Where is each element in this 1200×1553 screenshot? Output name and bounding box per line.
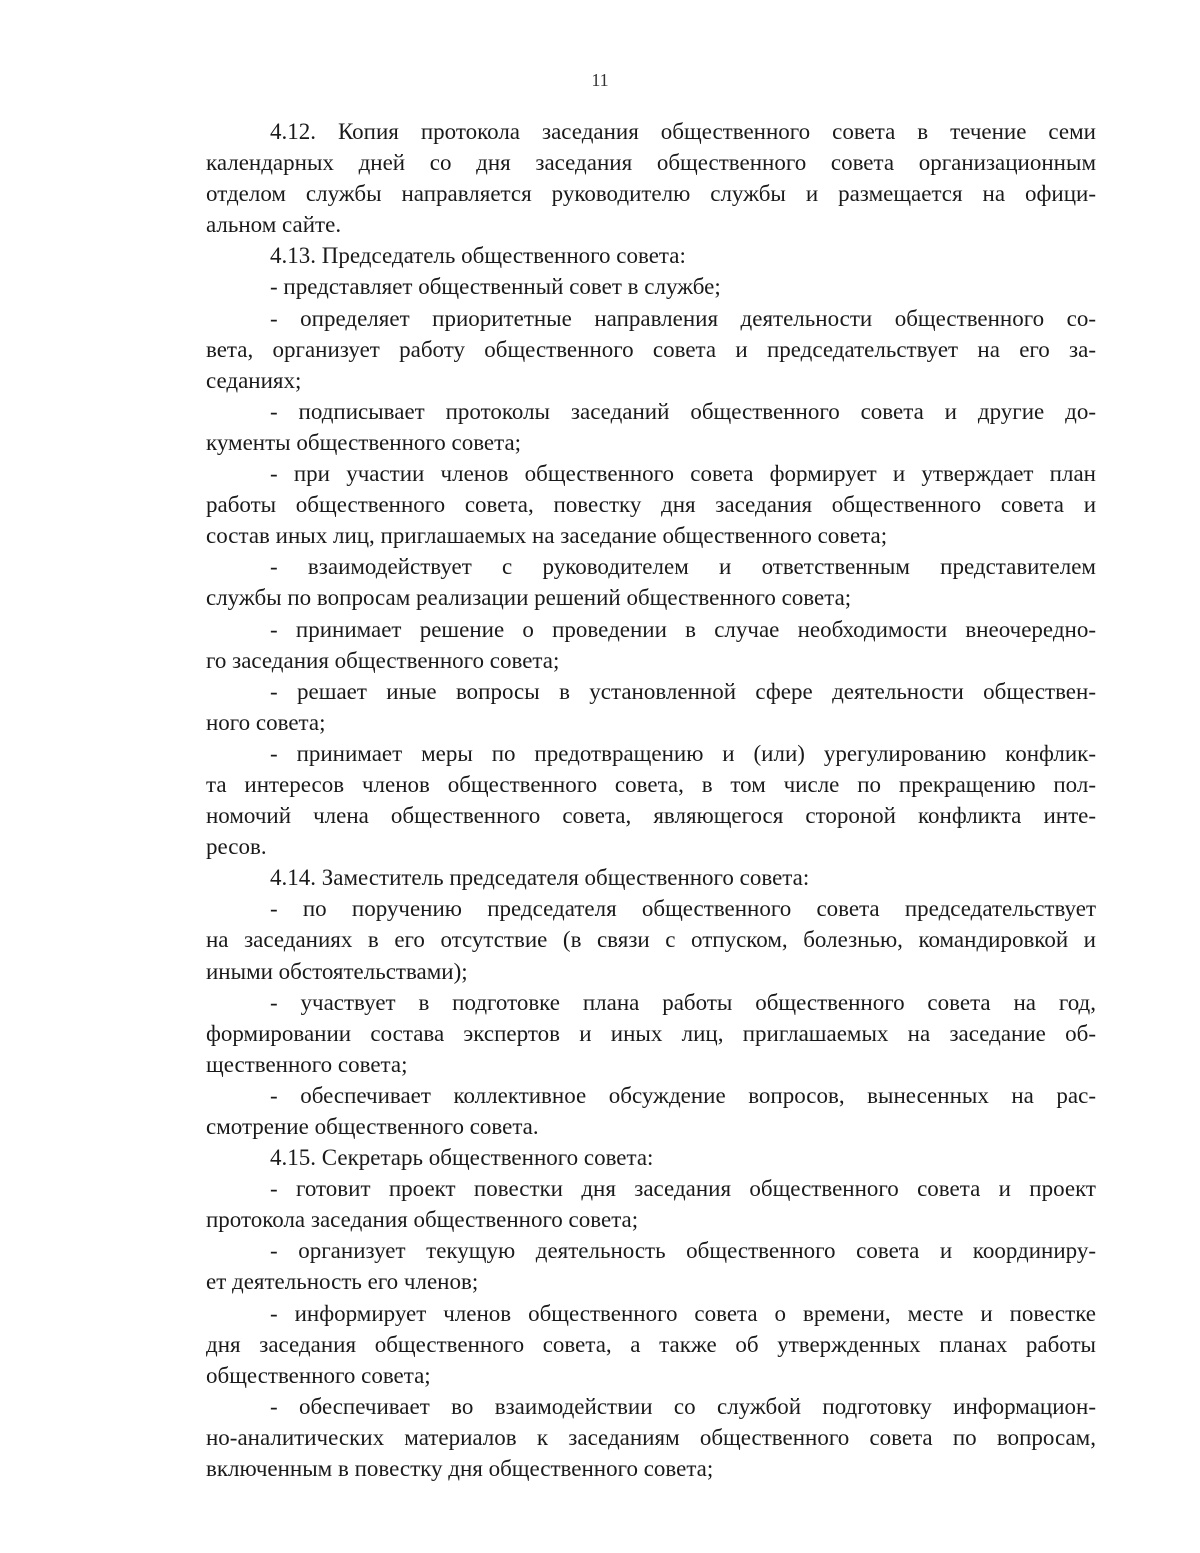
text-line: ресов. [206, 834, 267, 860]
text-line: иными обстоятельствами); [206, 958, 468, 984]
text-line: та интересов членов общественного совета, в том числе по прекращению пол- [206, 771, 1096, 797]
text-line: седаниях; [206, 367, 302, 393]
text-line: - представляет общественный совет в службе; [270, 274, 721, 300]
text-line: альном сайте. [206, 212, 342, 238]
text-line: го заседания общественного совета; [206, 647, 560, 673]
text-line: ет деятельность его членов; [206, 1269, 479, 1295]
text-line: - принимает меры по предотвращению и (или) урегулированию конфлик- [270, 740, 1096, 766]
text-line: номочий члена общественного совета, являющегося стороной конфликта инте- [206, 803, 1096, 829]
text-line: - решает иные вопросы в установленной сфере деятельности обществен- [270, 678, 1096, 704]
text-line: работы общественного совета, повестку дня заседания общественного совета и [206, 492, 1096, 518]
text-line: службы по вопросам реализации решений общественного совета; [206, 585, 852, 611]
paragraph [206, 303, 1096, 396]
text-line: - обеспечивает коллективное обсуждение вопросов, вынесенных на рас- [270, 1082, 1096, 1108]
paragraph [206, 1173, 1096, 1235]
text-line: 4.15. Секретарь общественного совета: [270, 1145, 654, 1171]
text-line: но-аналитических материалов к заседаниям общественного совета по вопросам, [206, 1424, 1096, 1450]
paragraph [206, 1235, 1096, 1297]
text-line: - при участии членов общественного совета формирует и утверждает план [270, 461, 1096, 487]
text-line: 4.12. Копия протокола заседания общественного совета в течение семи [270, 119, 1096, 144]
paragraph [206, 614, 1096, 676]
paragraph [206, 116, 1096, 240]
text-line: - взаимодействует с руководителем и ответственным представителем [270, 554, 1096, 580]
text-line: - обеспечивает во взаимодействии со службой подготовку информацион- [270, 1393, 1096, 1419]
text-line: - участвует в подготовке плана работы общественного совета на год, [270, 989, 1096, 1015]
text-line: отделом службы направляется руководителю службы и размещается на офици- [206, 181, 1096, 207]
text-line: 4.13. Председатель общественного совета: [270, 243, 686, 269]
paragraph [206, 396, 1096, 458]
text-line: - по поручению председателя общественного совета председательствует [270, 896, 1096, 922]
text-line: состав иных лиц, приглашаемых на заседание общественного совета; [206, 523, 888, 549]
text-line: включенным в повестку дня общественного совета; [206, 1456, 714, 1482]
text-line: - принимает решение о проведении в случае необходимости внеочередно- [270, 616, 1096, 642]
text-line: - подписывает протоколы заседаний общественного совета и другие до- [270, 398, 1096, 424]
text-line: - готовит проект повестки дня заседания общественного совета и проект [270, 1176, 1096, 1202]
paragraph [206, 1080, 1096, 1142]
page-number: 11 [591, 70, 609, 90]
paragraph [206, 676, 1096, 738]
paragraph [206, 458, 1096, 551]
paragraph [206, 862, 1096, 893]
text-line: - организует текущую деятельность общественного совета и координиру- [270, 1238, 1096, 1264]
text-line: формировании состава экспертов и иных лиц, приглашаемых на заседание об- [206, 1020, 1096, 1046]
paragraph [206, 240, 1096, 271]
paragraph [206, 893, 1096, 986]
paragraph [206, 1391, 1096, 1484]
text-line: протокола заседания общественного совета; [206, 1207, 639, 1233]
text-line: щественного совета; [206, 1051, 408, 1077]
text-line: общественного совета; [206, 1362, 431, 1388]
text-line: кументы общественного совета; [206, 429, 522, 455]
text-line: ного совета; [206, 709, 326, 735]
text-line: 4.14. Заместитель председателя общественного совета: [270, 865, 810, 891]
paragraph [206, 987, 1096, 1080]
document-body [206, 116, 1096, 1484]
paragraph [206, 551, 1096, 613]
paragraph [206, 1298, 1096, 1391]
text-line: на заседаниях в его отсутствие (в связи с отпуском, болезнью, командировкой и [206, 927, 1096, 953]
text-line: смотрение общественного совета. [206, 1114, 539, 1139]
paragraph [206, 1142, 1096, 1173]
text-line: - определяет приоритетные направления деятельности общественного со- [270, 305, 1096, 331]
text-line: дня заседания общественного совета, а также об утвержденных планах работы [206, 1331, 1096, 1357]
text-line: вета, организует работу общественного совета и председательствует на его за- [206, 336, 1096, 362]
paragraph [206, 271, 1096, 302]
text-line: - информирует членов общественного совета о времени, месте и повестке [270, 1300, 1096, 1326]
text-line: календарных дней со дня заседания общественного совета организационным [206, 150, 1096, 176]
paragraph [206, 738, 1096, 862]
